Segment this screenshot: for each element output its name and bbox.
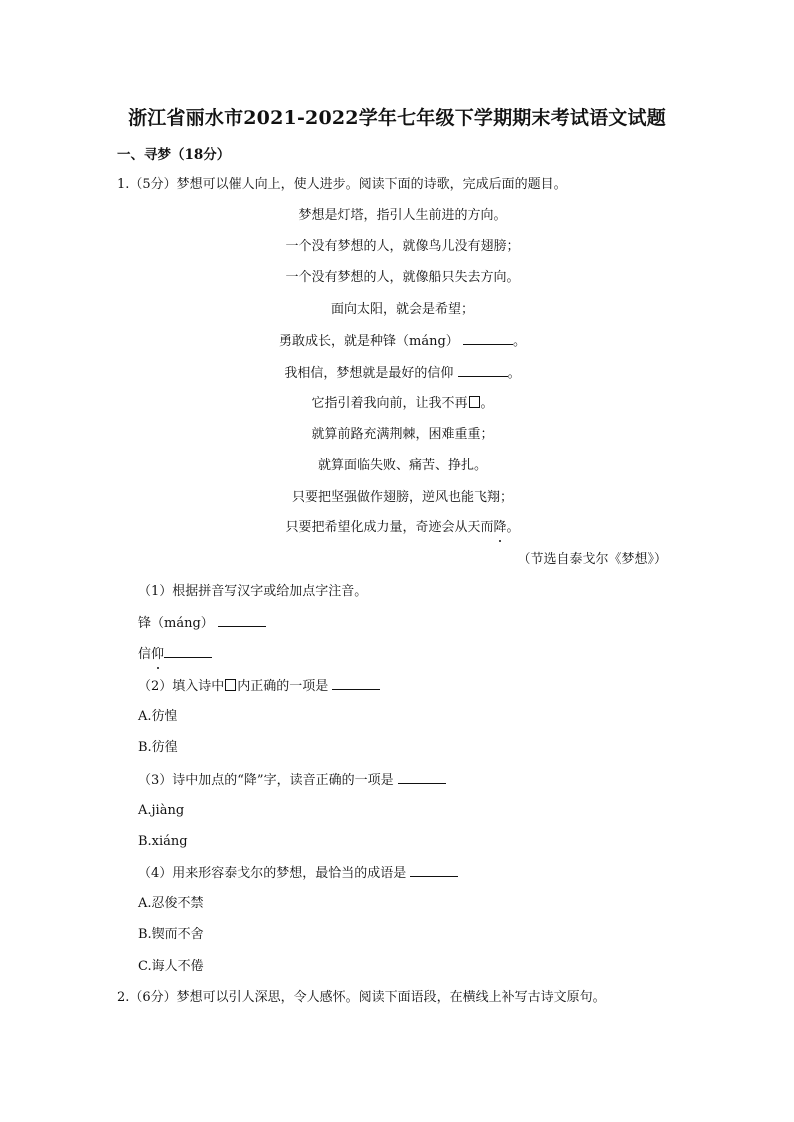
subquestion-1-item-2 bbox=[138, 645, 212, 664]
option-b[interactable]: B.锲而不舍 bbox=[138, 927, 204, 942]
option-b[interactable]: B.xiáng bbox=[138, 834, 188, 849]
sub3-stem-text: （3）诗中加点的“降”字，读音正确的一项是 bbox=[138, 773, 394, 788]
poem-line-10: 只要把坚强做作翅膀，逆风也能飞翔； bbox=[291, 490, 513, 505]
subquestion-1-stem: （1）根据拼音写汉字或给加点字注音。 bbox=[138, 584, 368, 599]
section-heading: 一、寻梦（18分） bbox=[117, 147, 231, 163]
answer-blank[interactable] bbox=[458, 364, 508, 377]
option-a[interactable]: A.彷惶 bbox=[138, 709, 178, 724]
poem-line-5-text: 勇敢成长，就是种锋（máng） bbox=[279, 334, 459, 349]
poem-line-6-text: 我相信，梦想就是最好的信 bbox=[284, 366, 441, 381]
sub2-stem-b: 内正确的一项是 bbox=[237, 679, 329, 694]
poem-line-7 bbox=[0, 395, 794, 413]
item-2-dotted-char: 仰 bbox=[151, 647, 165, 662]
answer-blank[interactable] bbox=[463, 332, 513, 345]
poem-line-7-end: 。 bbox=[480, 396, 494, 411]
poem-line-11-text: 只要把希望化成力量，奇迹会从天而 bbox=[285, 520, 494, 535]
poem-line-6-end: 。 bbox=[507, 366, 521, 381]
item-1-text: 锋（máng） bbox=[138, 616, 214, 631]
poem-line-3: 一个没有梦想的人，就像船只失去方向。 bbox=[285, 270, 520, 285]
answer-blank[interactable] bbox=[410, 864, 458, 877]
fill-box bbox=[469, 396, 480, 408]
exam-title: 浙江省丽水市2021-2022学年七年级下学期期末考试语文试题 bbox=[128, 107, 666, 129]
item-2-text: 信 bbox=[138, 647, 152, 662]
sub2-stem-a: （2）填入诗中 bbox=[138, 679, 225, 694]
answer-blank[interactable] bbox=[164, 645, 212, 658]
fill-box bbox=[225, 679, 236, 691]
option-b[interactable]: B.彷徨 bbox=[138, 740, 178, 755]
answer-blank[interactable] bbox=[398, 771, 446, 784]
poem-line-5-end: 。 bbox=[512, 334, 526, 349]
poem-line-1: 梦想是灯塔，指引人生前进的方向。 bbox=[298, 208, 507, 223]
question-2-stem: 2.（6分）梦想可以引人深思，令人感怀。阅读下面语段，在横线上补写古诗文原句。 bbox=[117, 990, 606, 1005]
poem-line-9: 就算面临失败、痛苦、挣扎。 bbox=[317, 458, 487, 473]
subquestion-4-stem bbox=[138, 864, 458, 883]
poem-line-11 bbox=[0, 519, 794, 537]
option-a[interactable]: A.忍俊不禁 bbox=[138, 896, 204, 911]
subquestion-3-stem bbox=[138, 771, 446, 790]
question-1-stem: 1.（5分）梦想可以催人向上，使人进步。阅读下面的诗歌，完成后面的题目。 bbox=[117, 177, 567, 192]
poem-line-2: 一个没有梦想的人，就像鸟儿没有翅膀； bbox=[285, 239, 520, 254]
poem-line-5 bbox=[0, 332, 794, 351]
answer-blank[interactable] bbox=[332, 677, 380, 690]
poem-line-6-dotted-char: 仰 bbox=[440, 366, 454, 381]
sub4-stem-text: （4）用来形容泰戈尔的梦想，最恰当的成语是 bbox=[138, 866, 407, 881]
answer-blank[interactable] bbox=[218, 614, 266, 627]
poem-line-4: 面向太阳，就会是希望； bbox=[330, 302, 474, 317]
poem-line-6 bbox=[0, 364, 794, 383]
poem-attribution: （节选自泰戈尔《梦想》） bbox=[517, 552, 667, 567]
option-a[interactable]: A.jiàng bbox=[138, 803, 185, 818]
poem-line-11-end: 。 bbox=[506, 520, 520, 535]
poem-line-7-text: 它指引着我向前，让我不再 bbox=[311, 396, 468, 411]
poem-line-11-dotted-char: 降 bbox=[493, 520, 507, 535]
subquestion-2-stem bbox=[138, 677, 380, 696]
option-c[interactable]: C.诲人不倦 bbox=[138, 959, 204, 974]
subquestion-1-item-1 bbox=[138, 614, 266, 633]
poem-line-8: 就算前路充满荆棘，困难重重； bbox=[311, 427, 494, 442]
